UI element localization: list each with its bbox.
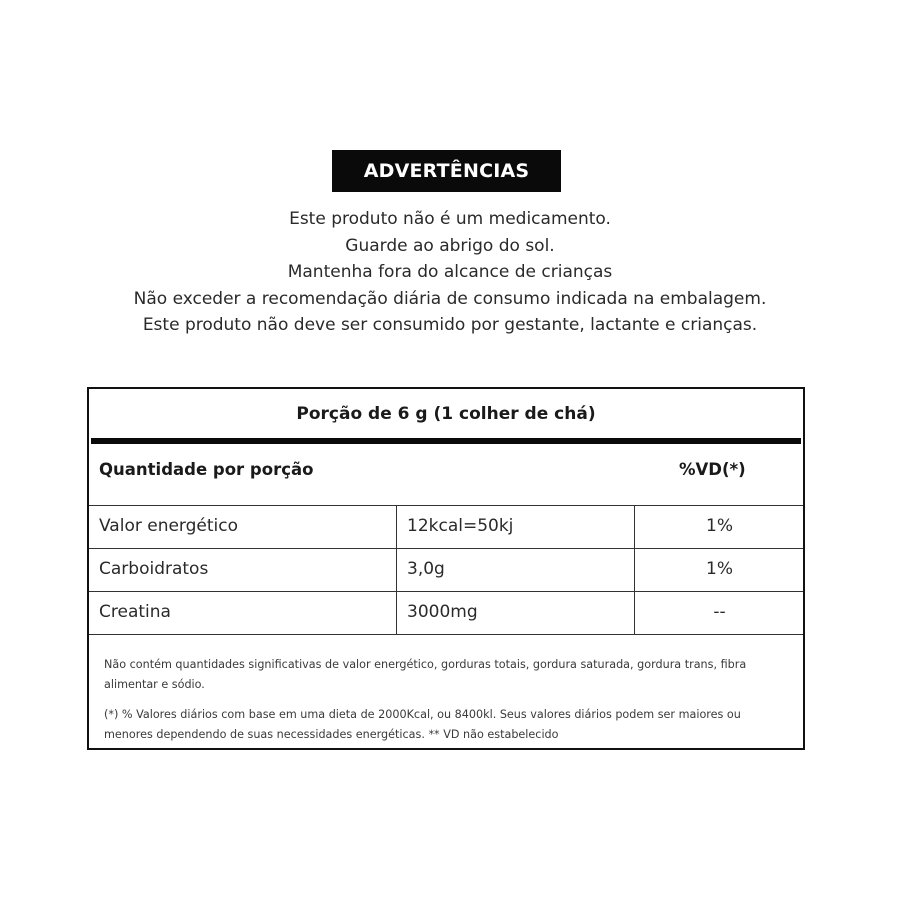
warning-line: Não exceder a recomendação diária de consumo indicada na embalagem.: [133, 288, 767, 309]
nutrient-amount: 3000mg: [407, 602, 478, 622]
warning-line: Este produto não deve ser consumido por gestante, lactante e crianças.: [142, 315, 758, 335]
header-daily-value: %VD(*): [679, 460, 746, 479]
nutrient-name: Carboidratos: [99, 559, 209, 579]
serving-size-text: Porção de 6 g (1 colher de chá): [296, 404, 596, 424]
warning-line: Guarde ao abrigo do sol.: [345, 235, 555, 256]
header-quantity: Quantidade por porção: [99, 460, 314, 479]
nutrient-daily-value: 1%: [706, 559, 733, 579]
nutrient-name: Valor energético: [99, 516, 239, 536]
warnings-title: ADVERTÊNCIAS: [363, 160, 530, 182]
nutrient-amount: 12kcal=50kj: [407, 516, 514, 536]
serving-size: [89, 389, 803, 439]
warnings-list: [0, 206, 900, 339]
nutrient-daily-value: --: [713, 602, 726, 622]
table-row: [89, 506, 803, 549]
nutrient-daily-value: 1%: [706, 516, 733, 536]
table-row: [89, 549, 803, 592]
nutrient-amount: 3,0g: [407, 559, 445, 579]
nutrient-name: Creatina: [99, 602, 171, 622]
table-row: [89, 592, 803, 635]
warning-line: Mantenha fora do alcance de crianças: [287, 262, 613, 282]
table-header: [89, 444, 803, 506]
warning-line: Este produto não é um medicamento.: [289, 209, 611, 229]
column-divider: [634, 506, 635, 635]
warnings-title-badge: [332, 150, 561, 192]
column-divider: [396, 506, 397, 635]
nutrition-table: [87, 387, 805, 750]
footnote-not-significant: Não contém quantidades significativas de valor energético, gorduras totais, gordura saturada, gordura trans, fibra alimentar e sódio.: [104, 658, 747, 691]
footnote-daily-values: (*) % Valores diários com base em uma dieta de 2000Kcal, ou 8400kl. Seus valores diários podem ser maiores ou menores dependendo de suas necessidades energéticas. ** VD não estabelecido: [104, 708, 741, 741]
